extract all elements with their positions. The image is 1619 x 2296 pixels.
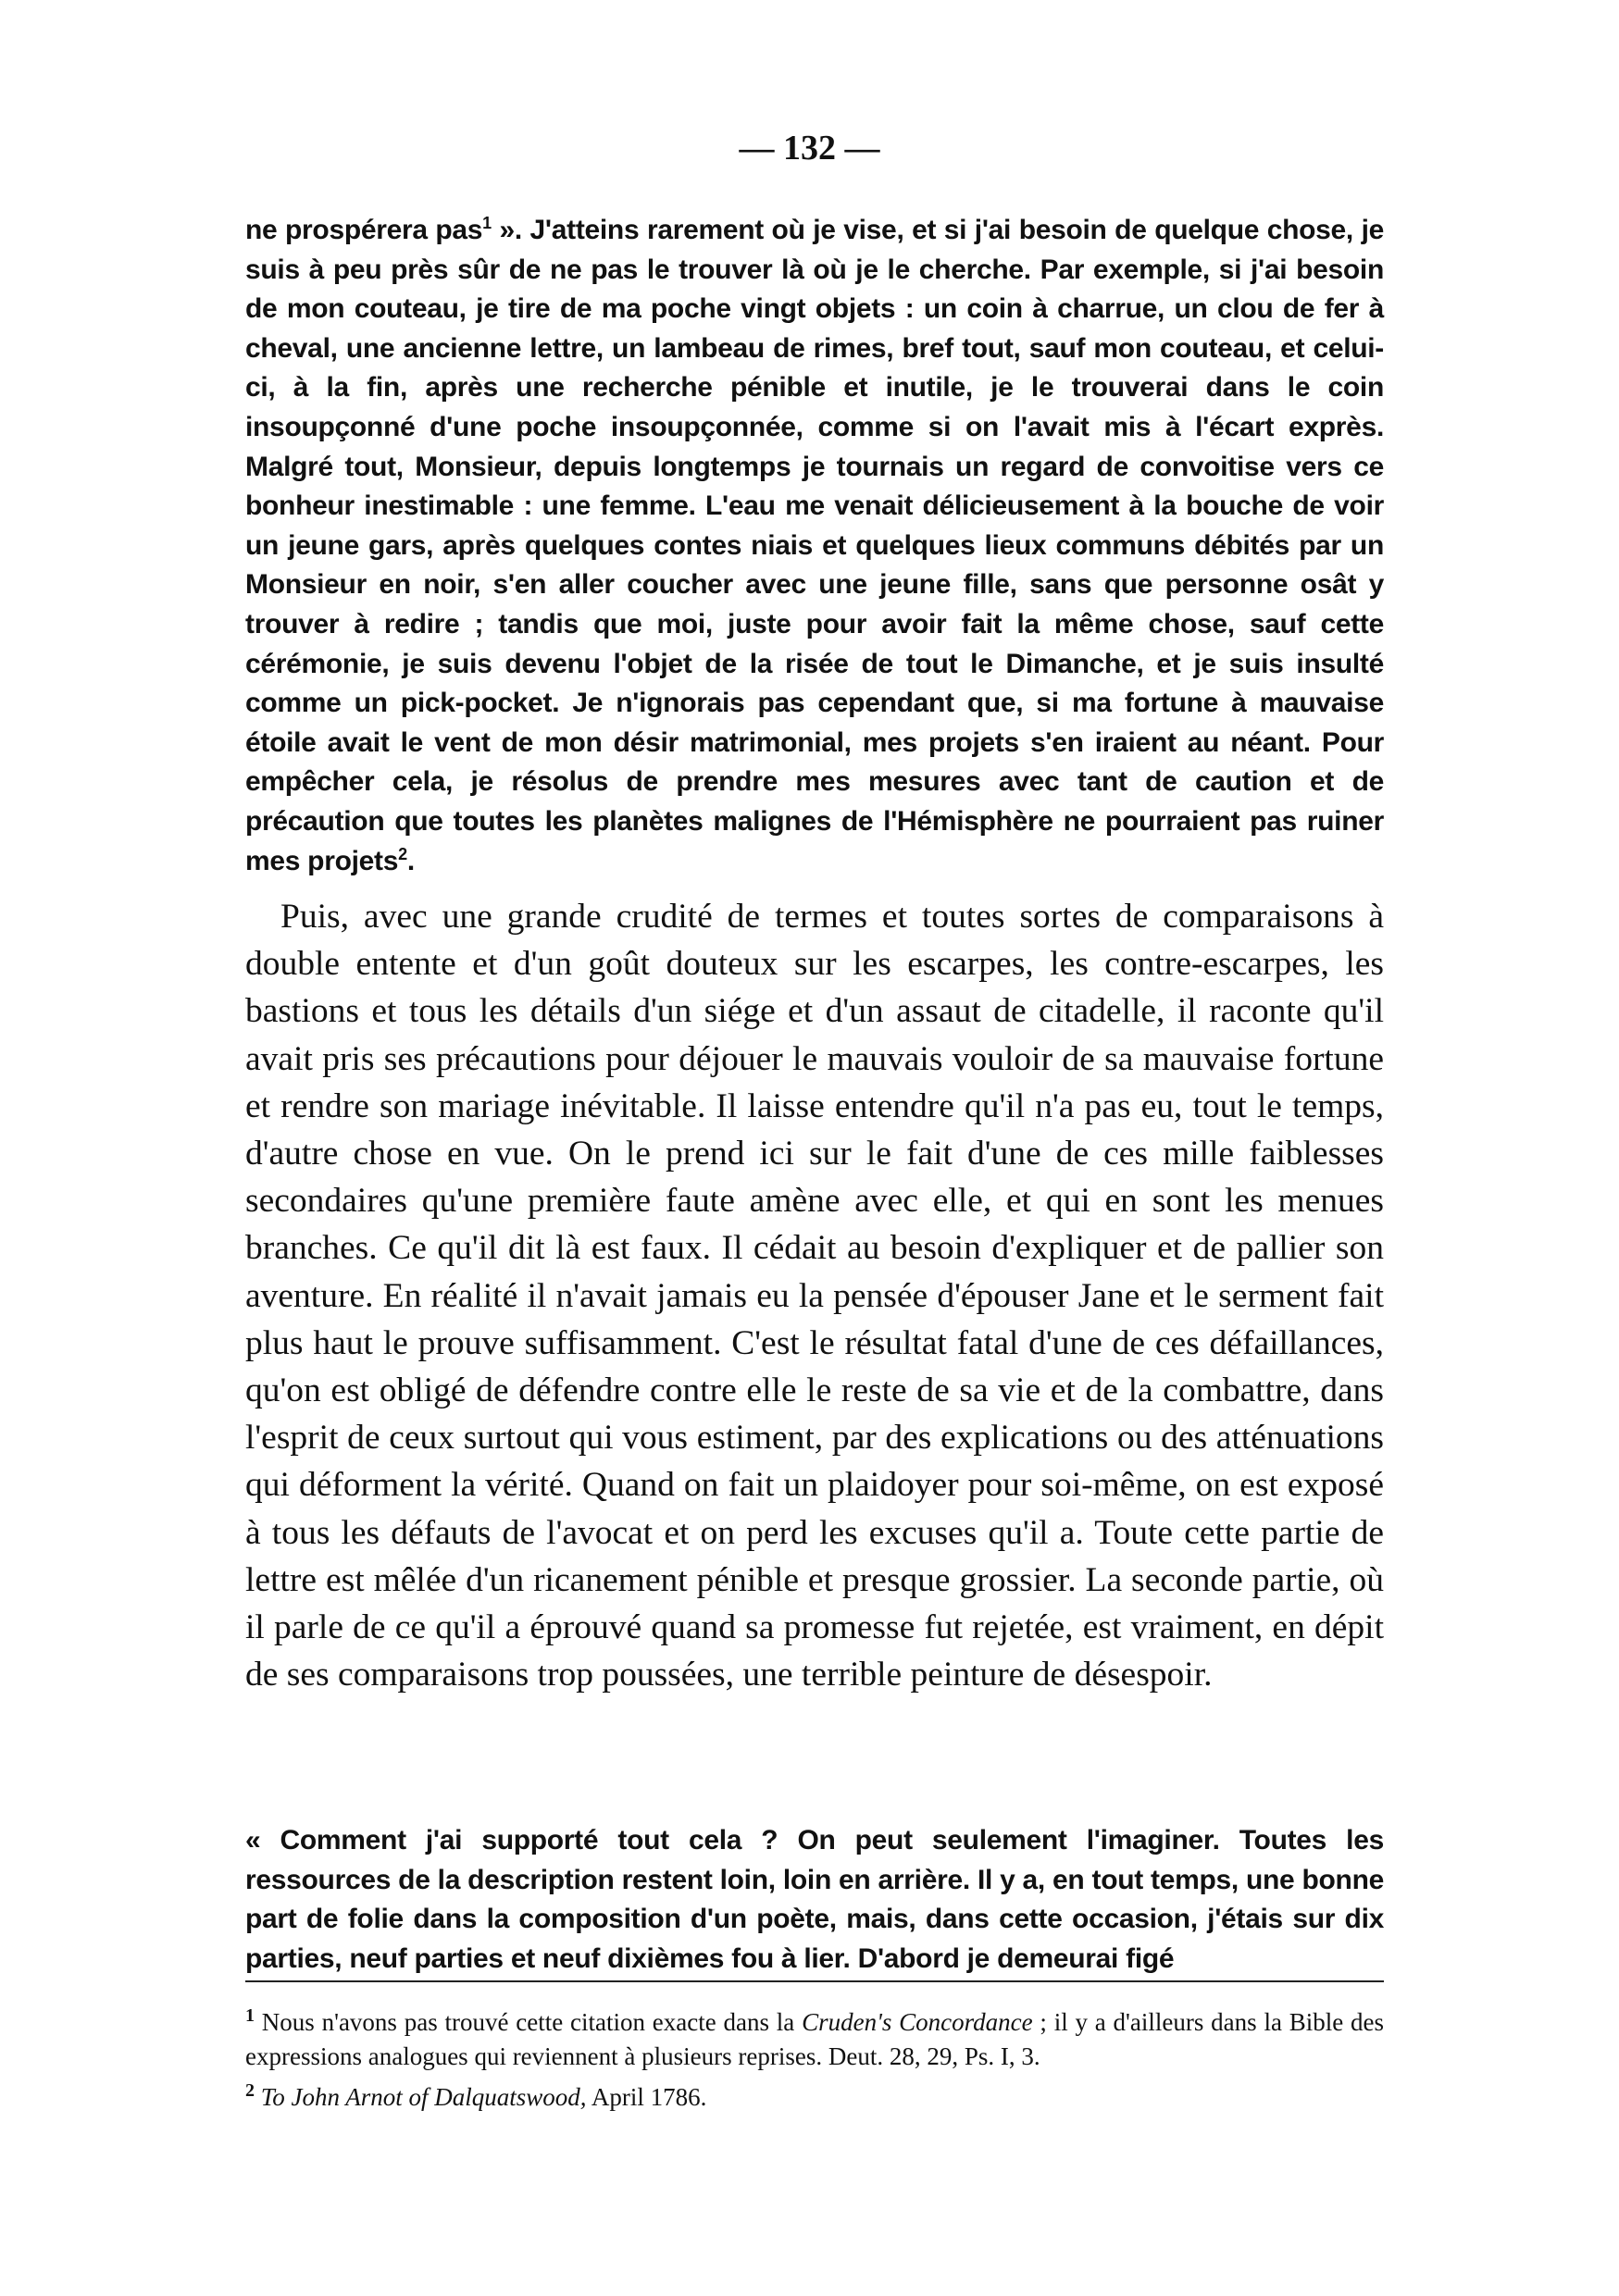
commentary-text xyxy=(245,893,1384,1698)
footnote-2-title: To John Arnot of Dalquatswood, xyxy=(260,2083,587,2111)
footnote-1-title: Cruden's Concordance xyxy=(802,2008,1033,2036)
footnote-2-mark: 2 xyxy=(245,2080,255,2101)
quote-body: J'atteins rarement où je vise, et si j'ai besoin de quelque chose, je suis à peu près sûr de ne pas le trouver là où je le cherche. Par exemple, si j'ai besoin de mon couteau, je tire de ma poche vingt objets : un coin à charrue, un clou de fer à cheval, une ancienne lettre, un lambeau de rimes, bref tout, sauf mon couteau, et celui-ci, à la fin, après une recherche pénible et inutile, je le trouverai dans le coin insoupçonné d'une poche insoupçonnée, comme si on l'avait mis à l'écart exprès. Malgré tout, Monsieur, depuis longtemps je tournais un regard de convoitise vers ce bonheur inestimable : une femme. L'eau me venait délicieusement à la bouche de voir un jeune gars, après quelques contes niais et quelques lieux communs débités par un Monsieur en noir, s'en aller coucher avec une jeune fille, sans que personne osât y trouver à redire ; tandis que moi, juste pour avoir fait la même chose, sauf cette cérémonie, je suis devenu l'objet de la risée de tout le Dimanche, et je suis insulté comme un pick-pocket. Je n'ignorais pas cependant que, si ma fortune à mauvaise étoile avait le vent de mon désir matrimonial, mes projets s'en iraient au néant. Pour empêcher cela, je résolus de prendre mes mesures avec tant de caution et de précaution que toutes les planètes malignes de l'Hémisphère ne pourraient pas ruiner mes projets xyxy=(245,215,1384,876)
footnote-1-mark: 1 xyxy=(245,2005,255,2026)
commentary-paragraph: Puis, avec une grande crudité de termes et toutes sortes de comparaisons à double entente et d'un goût douteux sur les escarpes, les contre-escarpes, les bastions et tous les détails d'un siége et d'un assaut de citadelle, il raconte qu'il avait pris ses précautions pour déjouer le mauvais vouloir de sa mauvaise fortune et rendre son mariage inévitable. Il laisse entendre qu'il n'a pas eu, tout le temps, d'autre chose en vue. On le prend ici sur le fait d'une de ces mille faiblesses secondaires qu'une première faute amène avec elle, et qui en sont les menues branches. Ce qu'il dit là est faux. Il cédait au besoin d'expliquer et de pallier son aventure. En réalité il n'avait jamais eu la pensée d'épouser Jane et le serment fait plus haut le prouve suffisamment. C'est le résultat fatal d'une de ces défaillances, qu'on est obligé de défendre contre elle le reste de sa vie et de la combattre, dans l'esprit de ceux surtout qui vous estiment, par des explications ou des atténuations qui déforment la vérité. Quand on fait un plaidoyer pour soi-même, on est exposé à tous les défauts de l'avocat et on perd les excuses qu'il a. Toute cette partie de lettre est mêlée d'un ricanement pénible et presque grossier. La seconde partie, où il parle de ce qu'il a éprouvé quand sa promesse fut rejetée, est vraiment, en dépit de ses comparaisons trop poussées, une terrible peinture de désespoir. xyxy=(245,898,1384,1694)
footnote-1-rest: ; il y a d'ailleurs dans la Bible des expressions analogues qui reviennent à plusieurs reprises. Deut. 28, 29, Ps. I, 3. xyxy=(245,2008,1384,2070)
second-quote xyxy=(245,1821,1384,1979)
quote-paragraph xyxy=(245,211,1384,881)
footnote-2 xyxy=(245,2074,1384,2115)
footnote-2-rest: April 1786. xyxy=(586,2083,707,2111)
quote-end: . xyxy=(406,845,415,876)
footnote-ref-1[interactable]: 1 xyxy=(482,214,492,232)
footnote-separator xyxy=(245,1980,1384,1982)
second-quote-paragraph: « Comment j'ai supporté tout cela ? On peut seulement l'imaginer. Toutes les ressources de la description restent loin, loin en arrière. Il y a, en tout temps, une bonne part de folie dans la composition d'un poète, mais, dans cette occasion, j'étais sur dix parties, neuf parties et neuf dixièmes fou à lier. D'abord je demeurai figé xyxy=(245,1825,1384,1974)
footnote-ref-2[interactable]: 2 xyxy=(398,844,407,863)
footnote-2-text xyxy=(255,2083,261,2111)
footnotes xyxy=(245,1999,1384,2115)
footnote-1 xyxy=(245,1999,1384,2074)
page-number: — 132 — xyxy=(739,129,880,168)
footnote-1-text: Nous n'avons pas trouvé cette citation exacte dans la xyxy=(255,2008,803,2036)
quoted-letter-excerpt xyxy=(245,211,1384,881)
quote-close-guillemet: ». xyxy=(491,215,522,245)
quote-lead: ne prospérera pas xyxy=(245,215,483,245)
